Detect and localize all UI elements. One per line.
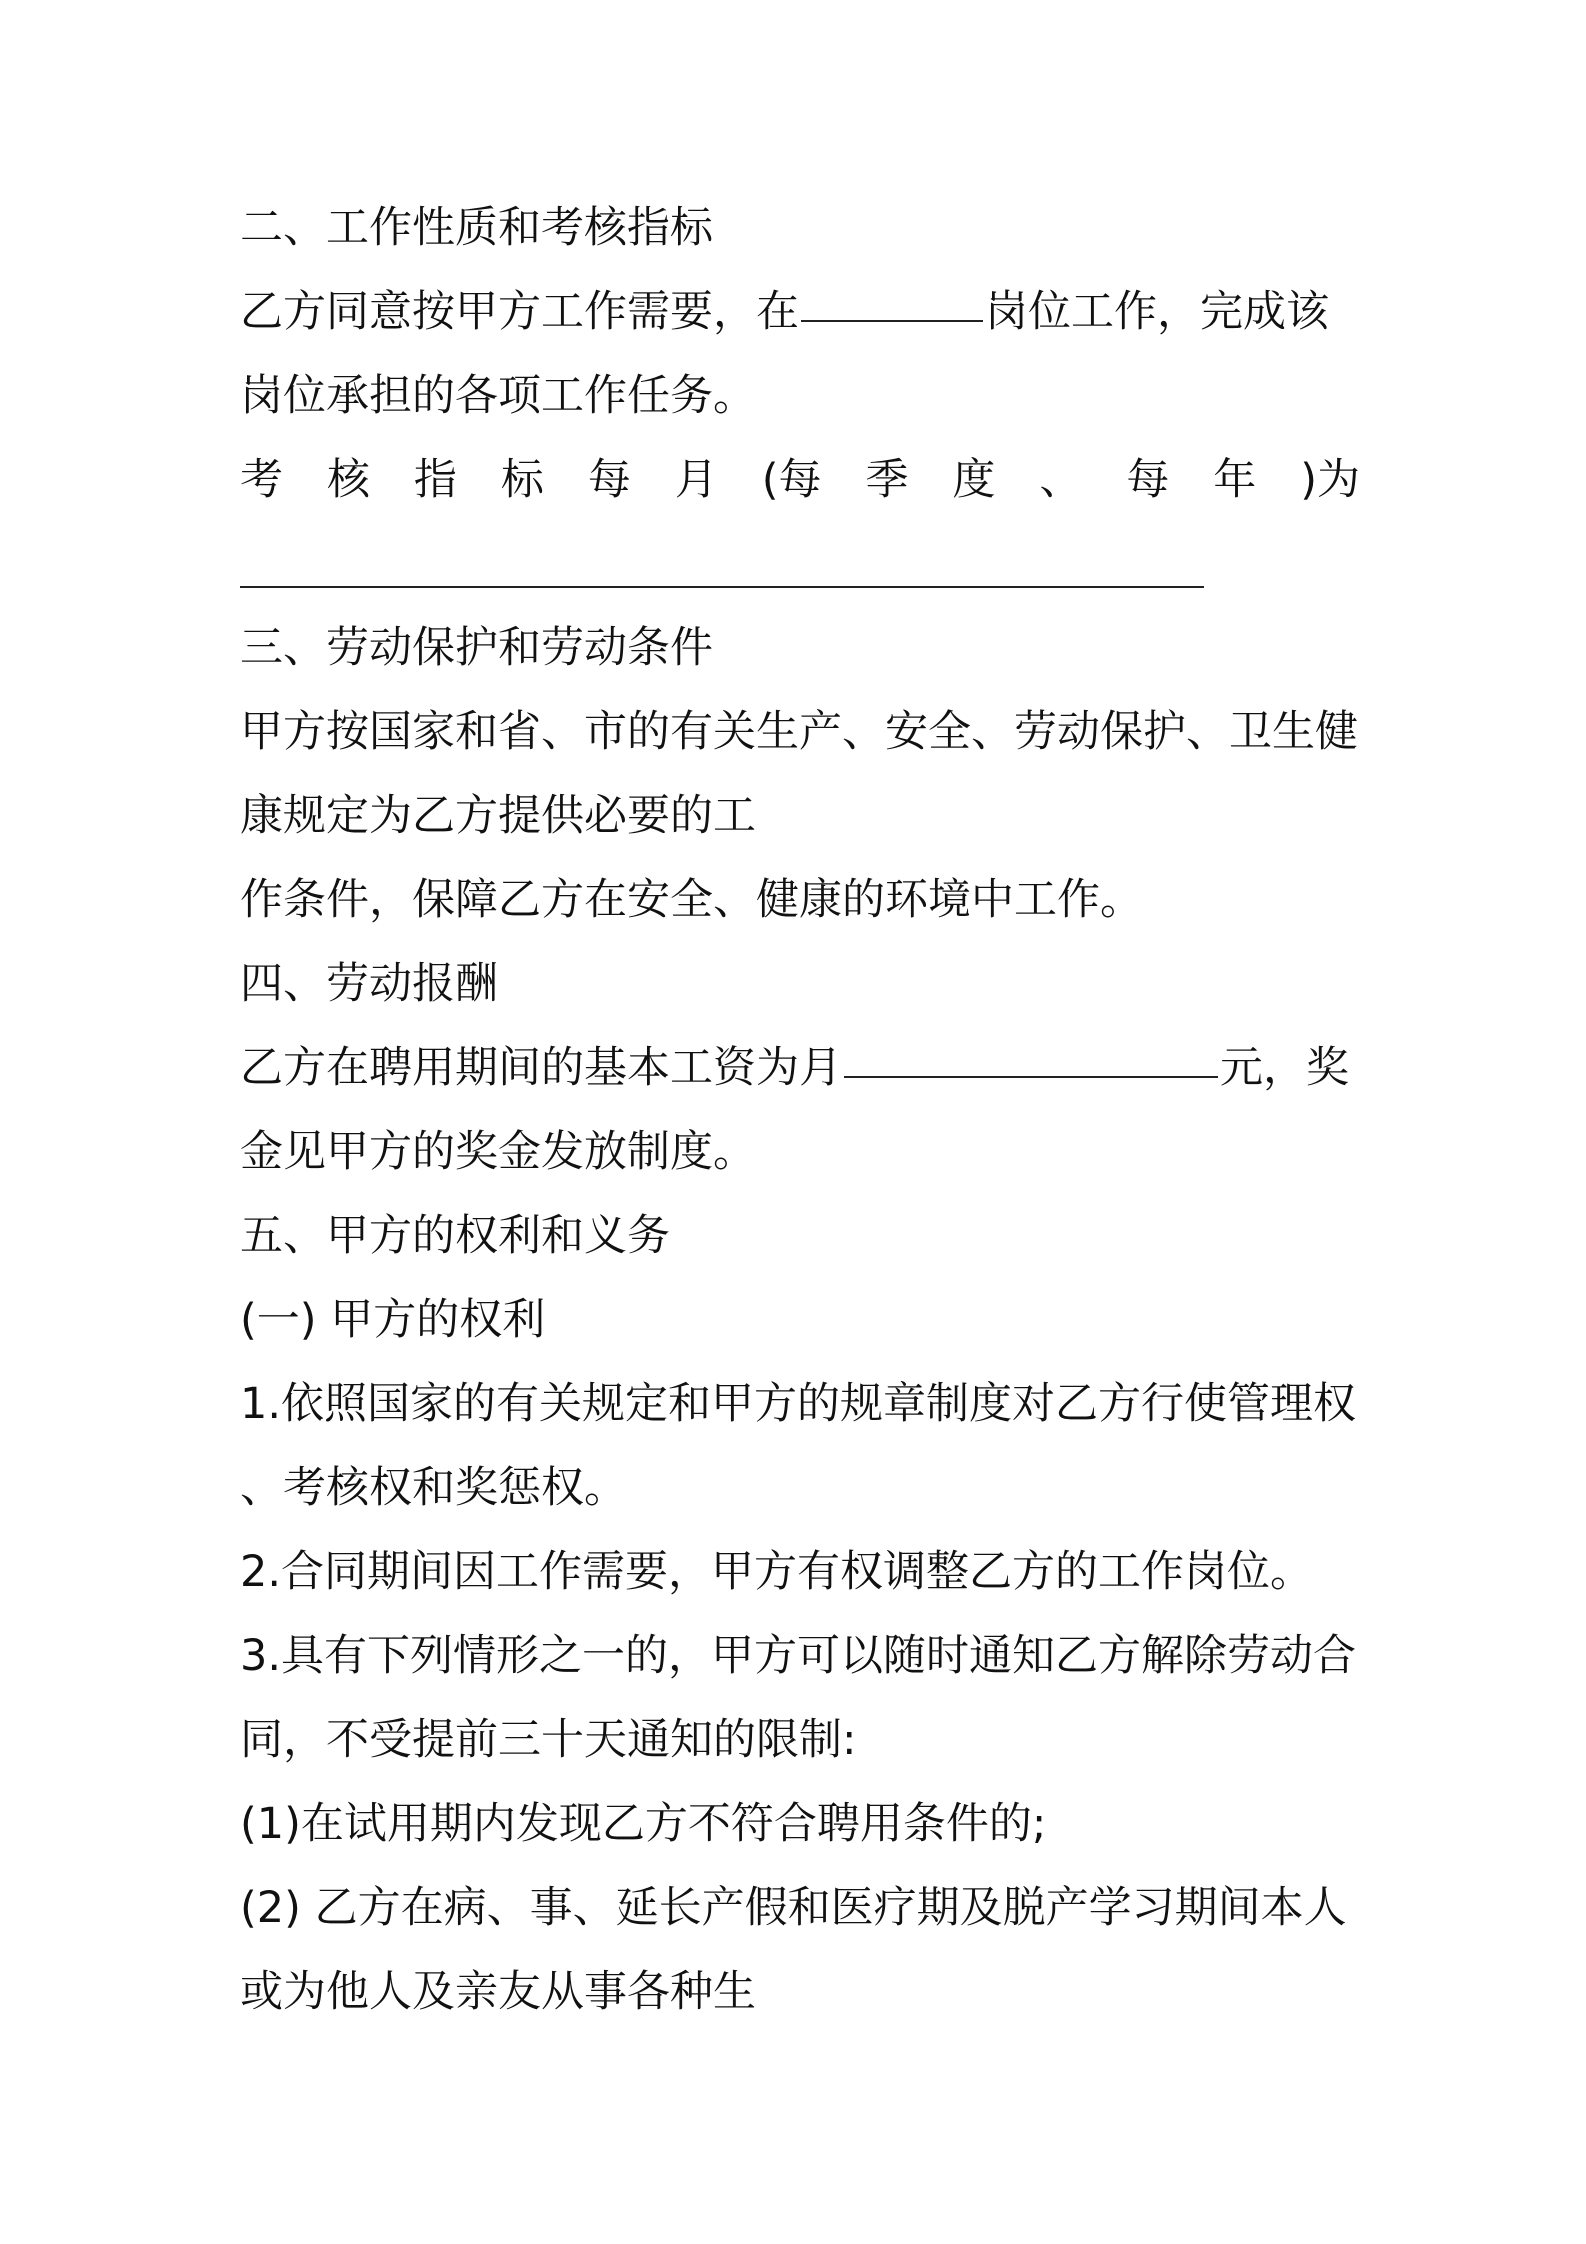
list-item-continued: 同，不受提前三十天通知的限制: — [240, 1715, 857, 1765]
spaced-char: 月 — [674, 455, 718, 505]
spaced-char: 指 — [413, 455, 457, 505]
spaced-char: 考 — [240, 455, 283, 505]
position-blank — [801, 319, 983, 322]
text-span: 岗位工作，完成该 — [985, 287, 1329, 337]
kpi-period-line — [240, 452, 1360, 508]
section-5-heading: 五、甲方的权利和义务 — [240, 1211, 670, 1261]
text-span: 元，奖 — [1220, 1043, 1349, 1093]
text-span: 乙方同意按甲方工作需要，在 — [240, 287, 799, 337]
spaced-char: (每 — [761, 455, 822, 505]
spaced-char: 年 — [1213, 455, 1257, 505]
paragraph-line — [240, 284, 1360, 340]
spaced-char: 度 — [952, 455, 996, 505]
spaced-char: )为 — [1300, 455, 1360, 505]
sub-list-item: (1)在试用期内发现乙方不符合聘用条件的; — [240, 1799, 1047, 1849]
list-item: 1.依照国家的有关规定和甲方的规章制度对乙方行使管理权 — [240, 1379, 1357, 1429]
spaced-char: 每 — [587, 455, 631, 505]
spaced-char: 每 — [1126, 455, 1170, 505]
salary-blank — [844, 1075, 1218, 1078]
section-3-heading: 三、劳动保护和劳动条件 — [240, 623, 713, 673]
list-item-continued: 、考核权和奖惩权。 — [240, 1463, 627, 1513]
list-item: 2.合同期间因工作需要，甲方有权调整乙方的工作岗位。 — [240, 1547, 1314, 1597]
spaced-char: 、 — [1039, 455, 1083, 505]
fill-in-rule — [240, 586, 1204, 588]
section-2-heading: 二、工作性质和考核指标 — [240, 203, 713, 253]
paragraph-line: 康规定为乙方提供必要的工 — [240, 791, 756, 841]
paragraph-line: 岗位承担的各项工作任务。 — [240, 371, 756, 421]
list-item: 3.具有下列情形之一的，甲方可以随时通知乙方解除劳动合 — [240, 1631, 1357, 1681]
paragraph-line: 甲方按国家和省、市的有关生产、安全、劳动保护、卫生健 — [240, 707, 1358, 757]
subsection-heading: (一) 甲方的权利 — [240, 1295, 546, 1345]
sub-list-item: (2) 乙方在病、事、延长产假和医疗期及脱产学习期间本人 — [240, 1883, 1347, 1933]
section-4-heading: 四、劳动报酬 — [240, 959, 498, 1009]
spaced-char: 核 — [326, 455, 370, 505]
paragraph-line: 作条件，保障乙方在安全、健康的环境中工作。 — [240, 875, 1143, 925]
text-span: 乙方在聘用期间的基本工资为月 — [240, 1043, 842, 1093]
spaced-char: 标 — [500, 455, 544, 505]
paragraph-line — [240, 1040, 1360, 1096]
paragraph-line: 金见甲方的奖金发放制度。 — [240, 1127, 756, 1177]
spaced-char: 季 — [865, 455, 909, 505]
sub-list-item-continued: 或为他人及亲友从事各种生 — [240, 1967, 756, 2017]
